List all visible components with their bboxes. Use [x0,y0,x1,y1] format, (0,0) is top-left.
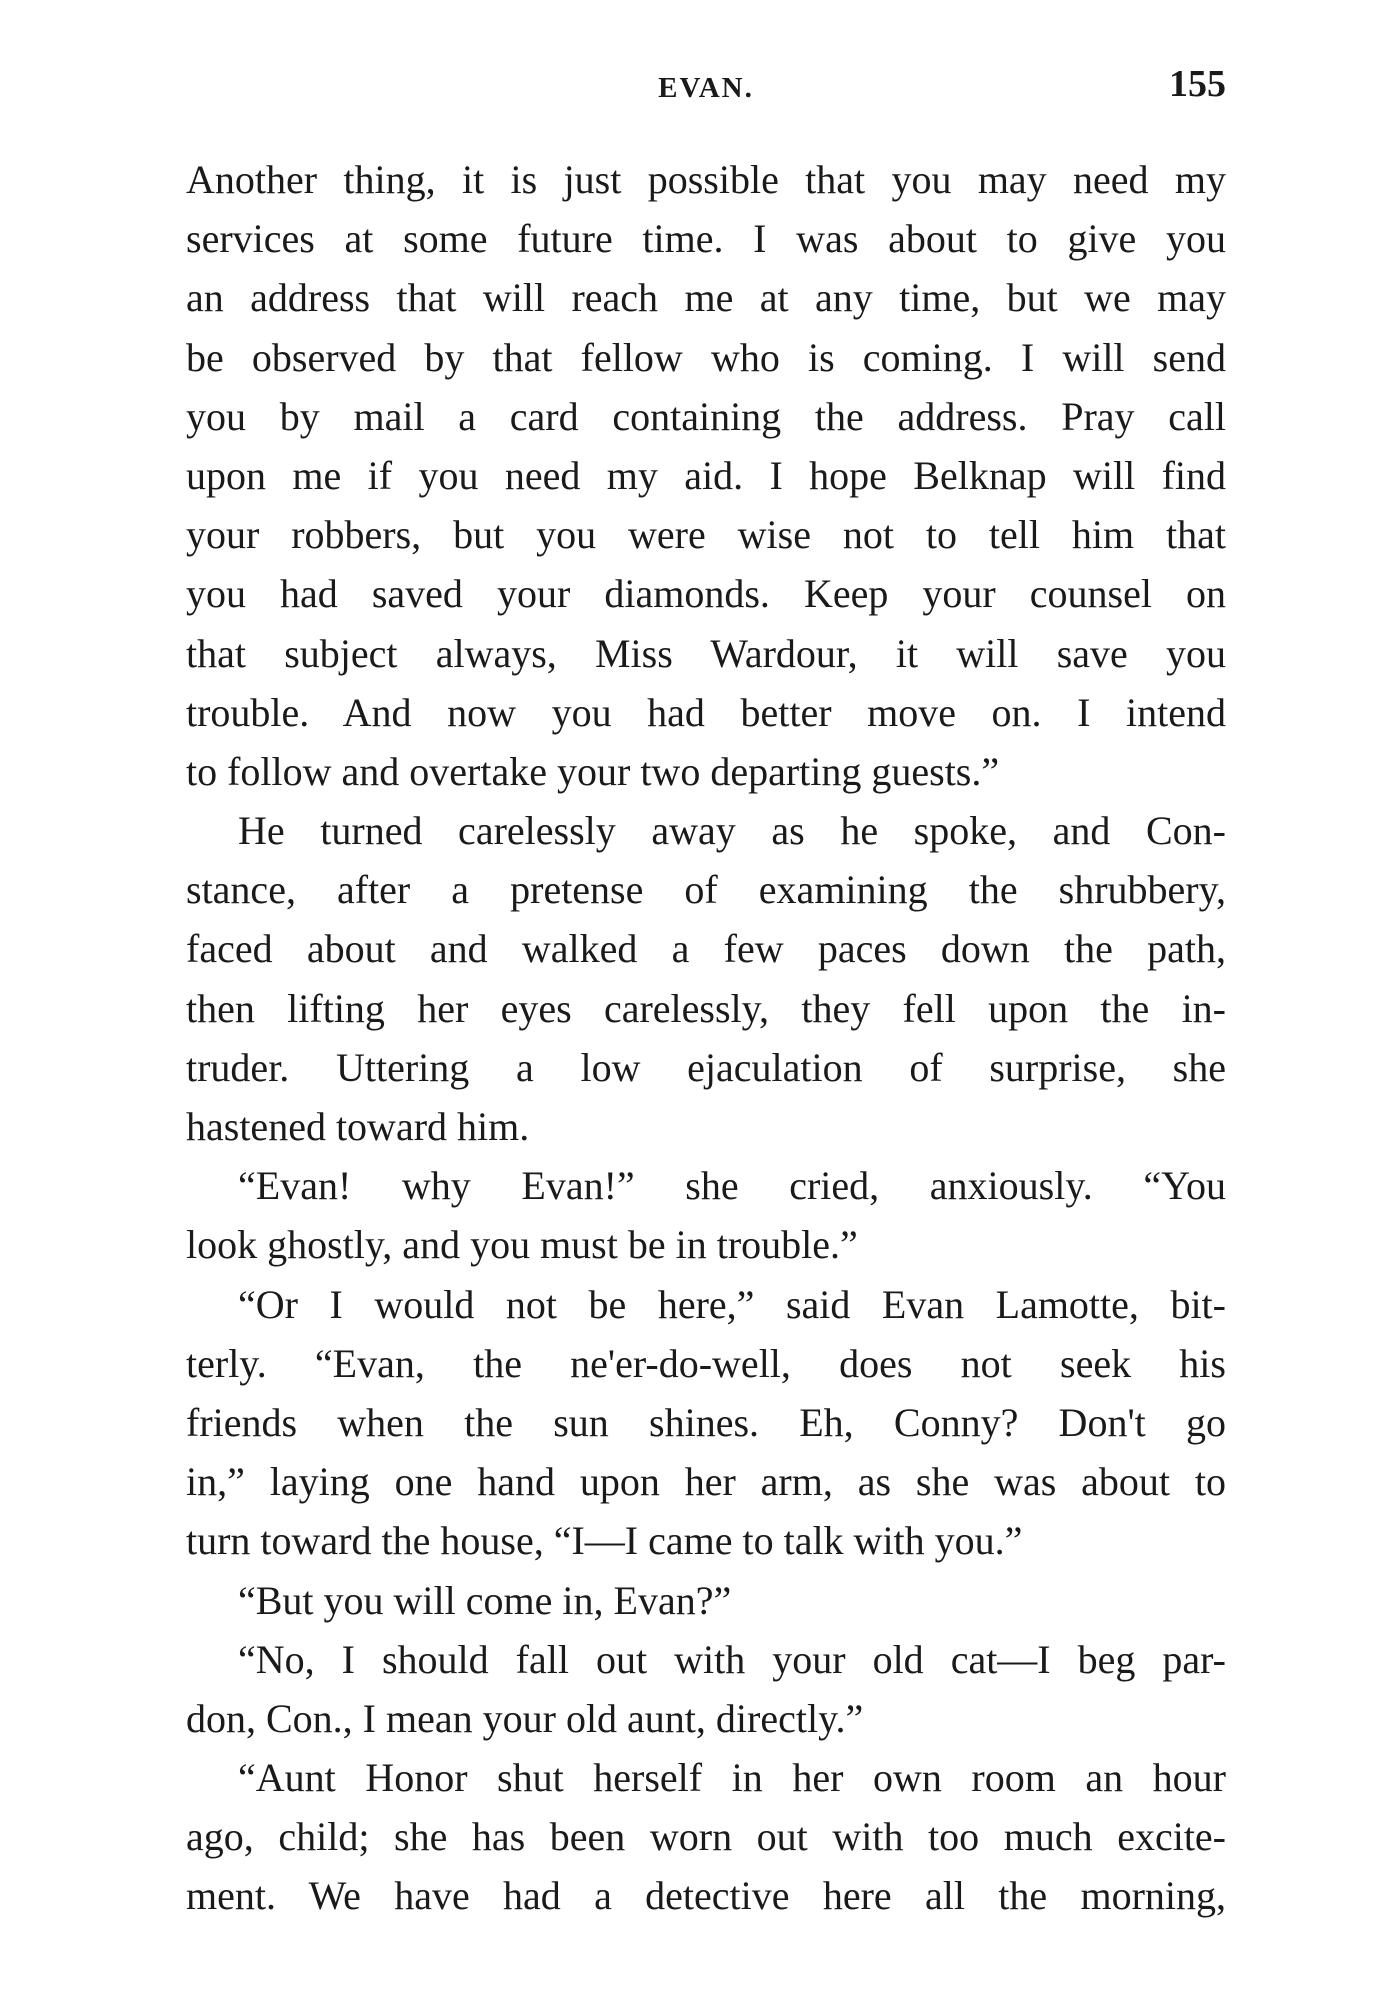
text-line: services at some future time. I was about to give you [186,216,1226,262]
text-line: turn toward the house, “I—I came to talk with you.” [186,1518,1023,1564]
text-line: you had saved your diamonds. Keep your counsel on [186,571,1226,617]
text-line: in,” laying one hand upon her arm, as she was about to [186,1459,1226,1505]
text-line: your robbers, but you were wise not to tell him that [186,512,1226,558]
text-line: hastened toward him. [186,1104,530,1149]
text-line: “Aunt Honor shut herself in her own room an hour [238,1755,1226,1801]
text-line: ment. We have had a detective here all the morning, [186,1873,1226,1919]
text-line: upon me if you need my aid. I hope Belknap will find [186,452,1226,498]
text-line: then lifting her eyes carelessly, they fell upon the in- [186,985,1226,1031]
text-line: faced about and walked a few paces down the path, [186,926,1226,972]
text-line: truder. Uttering a low ejaculation of surprise, she [186,1044,1226,1090]
text-line: look ghostly, and you must be in trouble.” [186,1222,858,1268]
text-line: to follow and overtake your two departing guests.” [186,748,1000,794]
text-line: that subject always, Miss Wardour, it will save you [186,630,1226,676]
text-line: you by mail a card containing the address. Pray call [186,393,1226,439]
text-line: “But you will come in, Evan?” [238,1577,732,1623]
text-line: “No, I should fall out with your old cat—I beg par- [238,1636,1226,1682]
text-line: “Evan! why Evan!” she cried, anxiously. “You [238,1163,1226,1209]
text-line: trouble. And now you had better move on. I intend [186,689,1226,735]
body-text [186,150,1226,1926]
text-line: “Or I would not be here,” said Evan Lamotte, bit- [238,1281,1226,1327]
text-line: terly. “Evan, the ne'er-do-well, does not seek his [186,1340,1226,1386]
text-line: don, Con., I mean your old aunt, directly.” [186,1695,864,1741]
running-title: EVAN. [658,72,754,104]
text-line: Another thing, it is just possible that you may need my [186,157,1226,202]
text-line: be observed by that fellow who is coming. I will send [186,334,1226,380]
text-line: stance, after a pretense of examining the shrubbery, [186,867,1226,913]
text-line: He turned carelessly away as he spoke, and Con- [238,808,1226,854]
text-line: ago, child; she has been worn out with too much excite- [186,1814,1226,1860]
text-line: an address that will reach me at any time, but we may [186,275,1226,321]
page-number: 155 [1169,63,1226,105]
text-line: friends when the sun shines. Eh, Conny? Don't go [186,1399,1226,1445]
page-header [186,62,1226,122]
